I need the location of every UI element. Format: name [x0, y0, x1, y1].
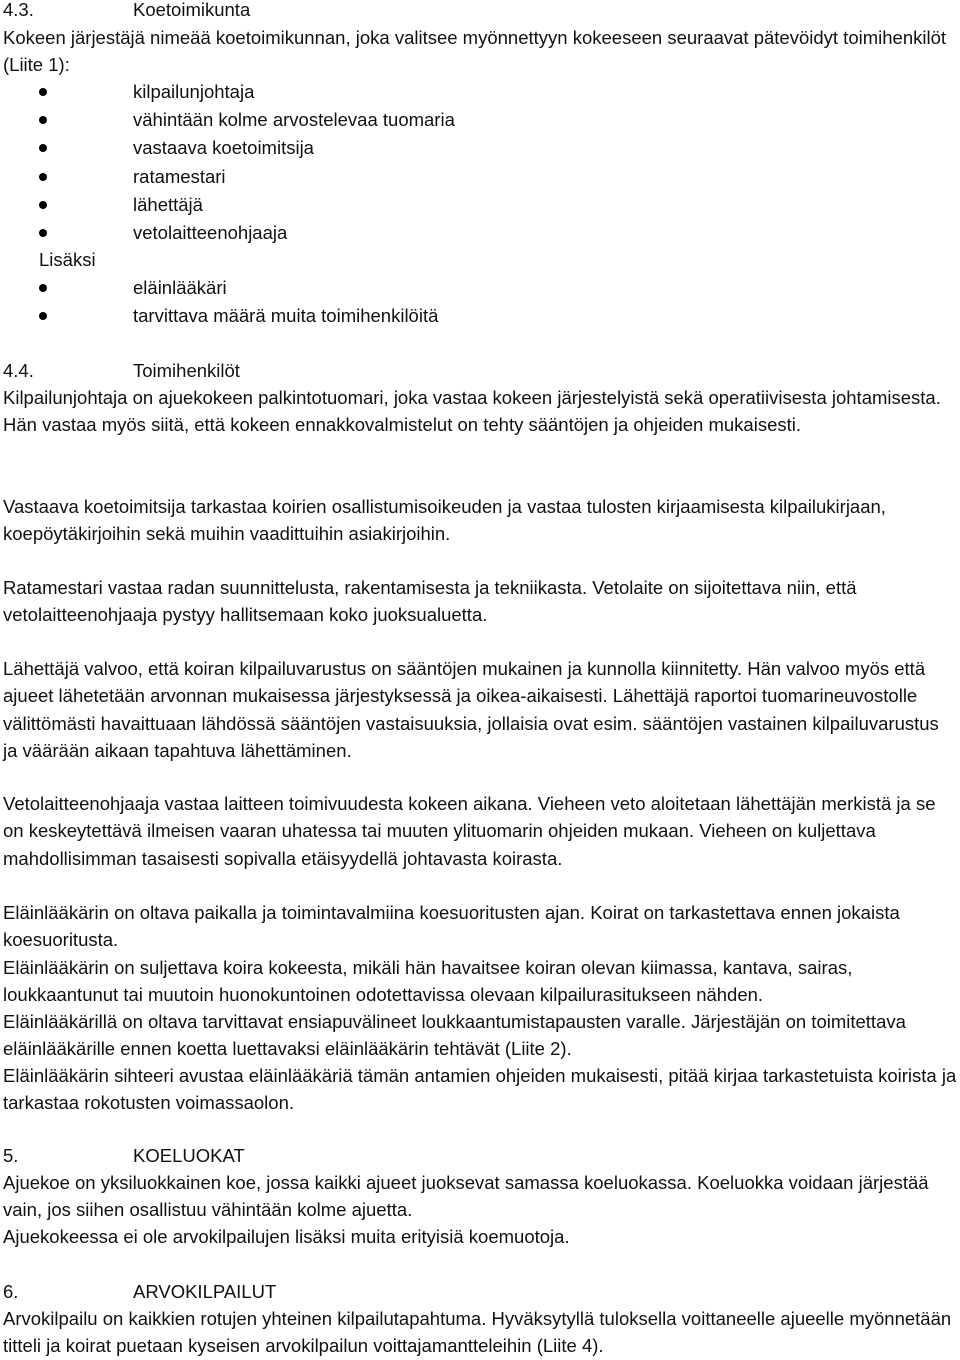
section-4-3-heading	[3, 0, 250, 23]
paragraph-koetoimitsija: Vastaava koetoimitsija tarkastaa koirien osallistumisoikeuden ja vastaa tulosten kirjaamisesta kilpailukirjaan, koepöytäkirjoihin sekä muihin vaadittuihin asiakirjoihin.	[3, 496, 886, 545]
paragraph-arvokilpailut: Arvokilpailu on kaikkien rotujen yhteinen kilpailutapahtuma. Hyväksytyllä tuloksella voittaneelle ajueelle myönnetään titteli ja koirat puetaan kyseisen arvokilpailun voittajamantteleihin (Liite 4).	[3, 1308, 952, 1357]
list-item: kilpailunjohtaja	[0, 78, 455, 106]
bullet-icon	[39, 88, 47, 96]
section-5-heading	[3, 1142, 245, 1169]
list-item: vähintään kolme arvostelevaa tuomaria	[0, 106, 455, 134]
section-title: Toimihenkilöt	[133, 360, 240, 381]
list-item: lähettäjä	[0, 191, 455, 219]
bullet-icon	[39, 284, 47, 292]
bullet-icon	[39, 116, 47, 124]
paragraph-lahettaja: Lähettäjä valvoo, että koiran kilpailuvarustus on sääntöjen mukainen ja kunnolla kiinnitetty. Hän valvoo myös että ajueet lähetetään arvonnan mukaisessa järjestyksessä ja oikea-aikaisesti. Lähettäjä raportoi tuomarineuvostolle välittömästi havaittuaan lähdössä sääntöjen vastaisuuksia, jollaisia ovat esim. sääntöjen vastainen kilpailuvarustus ja väärään aikaan tapahtuva lähettäminen.	[3, 658, 939, 762]
list-item: eläinlääkäri	[0, 274, 438, 302]
bullet-icon	[39, 144, 47, 152]
paragraph-elainlaakari-2: Eläinlääkärin on suljettava koira kokeesta, mikäli hän havaitsee koiran olevan kiimassa, kantava, sairas, loukkaantunut tai muutoin huonokuntoinen odotettavissa olevaan kilpailurasitukseen nähden.	[3, 957, 853, 1006]
list-item: vetolaitteenohjaaja	[0, 219, 455, 247]
paragraph-koeluokat-1: Ajuekoe on yksiluokkainen koe, jossa kaikki ajueet juoksevat samassa koeluokassa. Koeluokka voidaan järjestää vain, jos siihen osallistuu vähintään kolme ajuetta.	[3, 1172, 929, 1221]
list-item: ratamestari	[0, 163, 455, 191]
section-6-heading	[3, 1278, 276, 1305]
section-number: 6.	[3, 1281, 19, 1302]
paragraph-elainlaakari-3: Eläinlääkärillä on oltava tarvittavat ensiapuvälineet loukkaantumistapausten varalle. Järjestäjän on toimitettava eläinlääkärille ennen koetta luettavaksi eläinlääkärin tehtävät (Liite 2).	[3, 1011, 906, 1060]
officials-list	[0, 78, 455, 247]
bullet-icon	[39, 201, 47, 209]
paragraph-koeluokat-2: Ajuekokeessa ei ole arvokilpailujen lisäksi muita erityisiä koemuotoja.	[3, 1226, 570, 1247]
paragraph-elainlaakari-4: Eläinlääkärin sihteeri avustaa eläinlääkäriä tämän antamien ohjeiden mukaisesti, pitää kirjaa tarkastetuista koirista ja tarkastaa rokotusten voimassaolon.	[3, 1065, 957, 1114]
section-title: Koetoimikunta	[133, 0, 251, 20]
paragraph-kilpailunjohtaja: Kilpailunjohtaja on ajuekokeen palkintotuomari, joka vastaa kokeen järjestelyistä sekä operatiivisesta johtamisesta. Hän vastaa myös siitä, että kokeen ennakkovalmistelut on tehty sääntöjen ja ohjeiden mukaisesti.	[3, 387, 941, 436]
paragraph-vetolaitteenohjaaja: Vetolaitteenohjaaja vastaa laitteen toimivuudesta kokeen aikana. Vieheen veto aloitetaan lähettäjän merkistä ja se on keskeytettävä ilmeisen vaaran uhatessa tai muuten ylituomarin ohjeiden mukaan. Vieheen on kuljettava mahdollisimman tasaisesti sopivalla etäisyydellä johtavasta koirasta.	[3, 793, 936, 869]
section-4-4-heading	[3, 357, 240, 384]
section-number: 4.3.	[3, 0, 34, 20]
list-item: vastaava koetoimitsija	[0, 134, 455, 162]
list-item: tarvittava määrä muita toimihenkilöitä	[0, 302, 438, 330]
section-number: 4.4.	[3, 360, 34, 381]
paragraph-ratamestari: Ratamestari vastaa radan suunnittelusta, rakentamisesta ja tekniikasta. Vetolaite on sijoitettava niin, että vetolaitteenohjaaja pystyy hallitsemaan koko juoksualuetta.	[3, 577, 857, 626]
bullet-icon	[39, 312, 47, 320]
paragraph-elainlaakari-1: Eläinlääkärin on oltava paikalla ja toimintavalmiina koesuoritusten ajan. Koirat on tarkastettava ennen jokaista koesuoritusta.	[3, 902, 900, 951]
additional-officials-list	[0, 274, 438, 330]
section-title: KOELUOKAT	[133, 1145, 245, 1166]
bullet-icon	[39, 229, 47, 237]
section-number: 5.	[3, 1145, 19, 1166]
section-title: ARVOKILPAILUT	[133, 1281, 277, 1302]
additional-label: Lisäksi	[39, 249, 96, 270]
section-4-3-intro: Kokeen järjestäjä nimeää koetoimikunnan, joka valitsee myönnettyyn kokeeseen seuraavat pätevöidyt toimihenkilöt (Liite 1):	[3, 27, 947, 76]
bullet-icon	[39, 173, 47, 181]
